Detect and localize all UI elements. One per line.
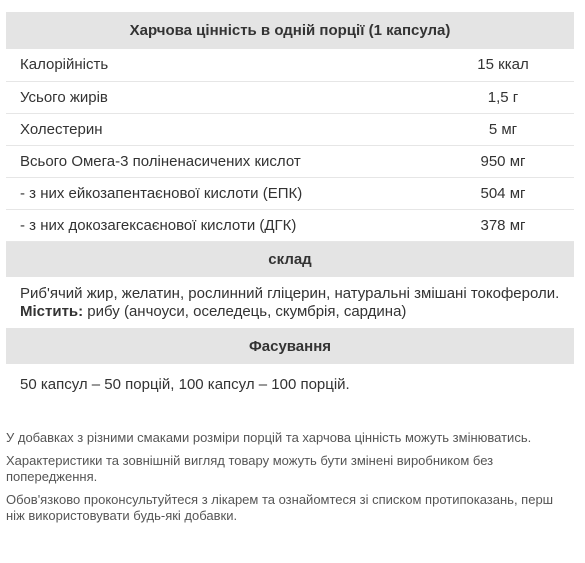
nutrient-label: - з них ейкозапентаєнової кислоти (ЕПК) (6, 177, 429, 209)
nutrition-table (6, 12, 574, 404)
table-row (6, 177, 574, 209)
nutrition-header-row (6, 12, 574, 49)
contains-label: Містить: (20, 303, 84, 320)
table-row (6, 209, 574, 241)
nutrient-label: Всього Омега-3 поліненасичених кислот (6, 145, 429, 177)
table-row (6, 81, 574, 113)
composition-text: Риб'ячий жир, желатин, рослинний гліцерин, натуральні змішані токофероли. (20, 285, 560, 302)
table-row (6, 145, 574, 177)
nutrient-value: 15 ккал (477, 56, 529, 74)
nutrient-label: Усього жирів (6, 81, 429, 113)
nutrient-label: - з них докозагексаєнової кислоти (ДГК) (6, 209, 429, 241)
nutrient-value: 5 мг (488, 120, 518, 138)
composition-header: склад (6, 241, 574, 277)
packaging-row (6, 364, 574, 404)
packaging-header-row (6, 328, 574, 364)
disclaimer-note: Характеристики та зовнішній вигляд товару можуть бути змінені виробником без попередження. (6, 453, 494, 484)
nutrient-value: 950 мг (480, 152, 526, 170)
nutrition-header: Харчова цінність в одній порції (1 капсула) (6, 12, 574, 49)
nutrient-label: Калорійність (6, 49, 429, 81)
table-row (6, 113, 574, 145)
disclaimer-note: У добавках з різними смаками розміри порцій та харчова цінність можуть змінюватись. (6, 430, 532, 445)
composition-header-row (6, 241, 574, 277)
composition-row (6, 277, 574, 328)
packaging-text: 50 капсул – 50 порцій, 100 капсул – 100 порцій. (20, 375, 350, 393)
nutrient-label: Холестерин (6, 113, 429, 145)
nutrient-value: 504 мг (480, 184, 526, 202)
contains-line (20, 303, 560, 321)
contains-text: рибу (анчоуси, оселедець, скумбрія, сардина) (83, 303, 407, 320)
table-row (6, 49, 574, 81)
nutrient-value: 378 мг (480, 216, 526, 234)
disclaimer-note: Обов'язково проконсультуйтеся з лікарем та ознайомтеся зі списком протипоказань, перш ніж використовувати будь-які добавки. (6, 492, 554, 523)
disclaimer-notes (6, 430, 566, 531)
nutrient-value: 1,5 г (487, 88, 519, 106)
packaging-header: Фасування (6, 328, 574, 364)
